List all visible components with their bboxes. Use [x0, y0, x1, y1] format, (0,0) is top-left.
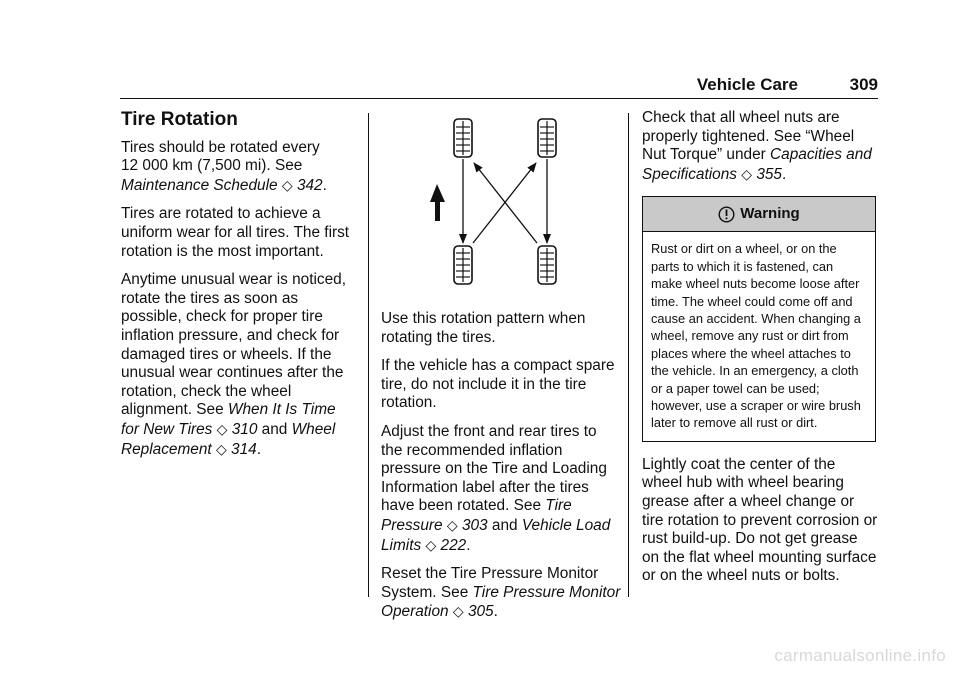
- page-ref-icon: ◇: [741, 165, 753, 182]
- link-vehicle-load-limits[interactable]: Vehicle Load Limits: [381, 516, 611, 554]
- warning-icon: [718, 206, 735, 223]
- column-1: [121, 111, 357, 469]
- link-tire-pressure[interactable]: Tire Pressure: [381, 497, 572, 534]
- column-3: [642, 109, 878, 596]
- page-ref[interactable]: 342: [296, 176, 323, 194]
- paragraph: Lightly coat the center of the wheel hub with wheel bearing grease after a wheel change or tire rotation to prevent corrosion or rust build-up. Do not get grease on the flat wheel mounting surface or on the wheel nuts or bolts.: [642, 455, 878, 585]
- page-ref[interactable]: 310: [231, 420, 258, 438]
- tire-rear-left-icon: [454, 246, 472, 284]
- section-heading: Tire Rotation: [121, 109, 238, 130]
- tire-front-right-icon: [538, 119, 556, 157]
- page-header: [120, 66, 878, 99]
- section-title: Vehicle Care: [696, 75, 798, 94]
- rotation-arrows-icon: [463, 159, 547, 243]
- page-ref-icon: ◇: [452, 603, 464, 620]
- paragraph: Check that all wheel nuts are properly tightened. See “Wheel Nut Torque” under Capacities and Specifications ◇ 355.: [642, 109, 872, 183]
- watermark: carmanualsonline.info: [774, 646, 946, 665]
- link-maintenance-schedule[interactable]: Maintenance Schedule: [121, 176, 278, 194]
- page-ref-icon: ◇: [216, 420, 228, 437]
- link-wheel-replacement[interactable]: Wheel Replacement: [121, 420, 336, 458]
- page-ref[interactable]: 355: [756, 165, 782, 183]
- page-ref-icon: ◇: [446, 516, 458, 533]
- paragraph: Use this rotation pattern when rotating the tires.: [381, 310, 586, 346]
- paragraph: Adjust the front and rear tires to the recommended inflation pressure on the Tire and Loading Information label after the tires have been rotated. See Tire Pressure ◇ 303 and Vehicle Load Limits ◇ 222.: [381, 422, 611, 554]
- column-divider-left: [368, 113, 369, 597]
- page-ref[interactable]: 222: [440, 536, 467, 554]
- warning-header: [643, 197, 875, 232]
- page-ref-icon: ◇: [425, 536, 437, 553]
- column-divider-right: [628, 113, 629, 597]
- tire-rotation-diagram: [425, 112, 575, 290]
- page-ref[interactable]: 303: [461, 516, 488, 534]
- page-ref[interactable]: 305: [467, 603, 494, 621]
- forward-direction-arrow-icon: [430, 184, 445, 221]
- tire-rear-right-icon: [538, 246, 556, 284]
- link-new-tires[interactable]: When It Is Time for New Tires: [121, 401, 336, 438]
- paragraph: Tires are rotated to achieve a uniform wear for all tires. The first rotation is the most important.: [121, 205, 350, 260]
- warning-title: Warning: [740, 205, 800, 223]
- link-tpms-operation[interactable]: Tire Pressure Monitor Operation: [381, 583, 621, 621]
- tire-front-left-icon: [454, 119, 472, 157]
- paragraph: If the vehicle has a compact spare tire, do not include it in the tire rotation.: [381, 357, 615, 412]
- link-capacities-specifications[interactable]: Capacities and Specifications: [642, 146, 872, 183]
- column-2: [381, 310, 621, 632]
- warning-box: [642, 196, 876, 441]
- paragraph: Reset the Tire Pressure Monitor System. See Tire Pressure Monitor Operation ◇ 305.: [381, 565, 621, 621]
- warning-text: Rust or dirt on a wheel, or on the parts to which it is fastened, can make wheel nuts become loose after time. The wheel could come off and cause an accident. When changing a wheel, remove any rust or dirt from places where the wheel attaches to the vehicle. In an emergency, a cloth or a paper towel can be used; however, use a scraper or wire brush later to remove all rust or dirt.: [651, 241, 861, 431]
- paragraph: Anytime unusual wear is noticed, rotate the tires as soon as possible, check for proper tire inflation pressure, and check for damaged tires or wheels. If the unusual wear continues after the rotation, check the wheel alignment. See When It Is Time for New Tires ◇ 310 and Wheel Replacement ◇ 314.: [121, 271, 346, 458]
- paragraph: Tires should be rotated every 12 000 km (7,500 mi). See Maintenance Schedule ◇ 342.: [121, 138, 327, 194]
- page-ref-icon: ◇: [215, 440, 227, 457]
- page-ref-icon: ◇: [281, 176, 293, 193]
- page-ref[interactable]: 314: [231, 440, 257, 458]
- page-number: 309: [849, 75, 878, 94]
